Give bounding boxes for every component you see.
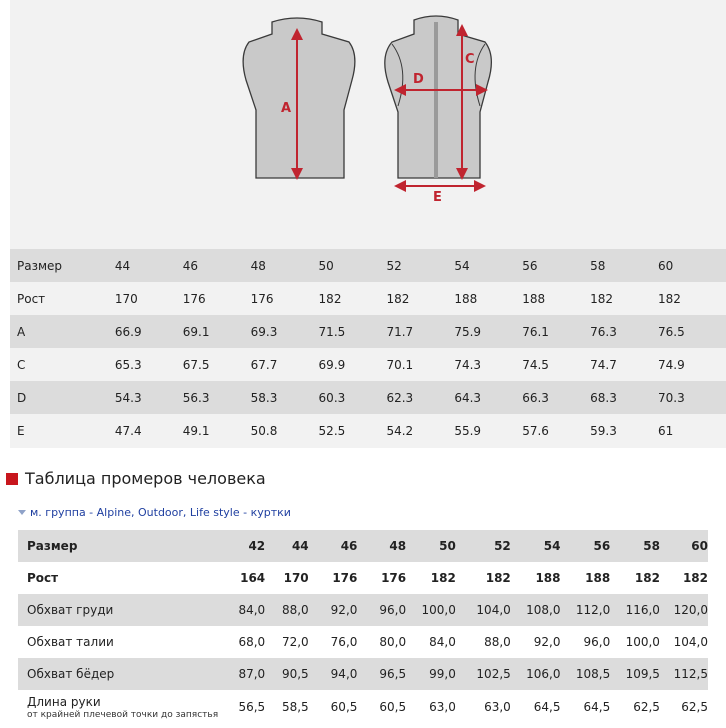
garment-table-cell: 52 [386,249,454,282]
garment-table-cell: 170 [115,282,183,315]
body-table-cell: 109,5 [610,658,660,690]
body-table-row [18,658,708,690]
garment-table-cell: 75.9 [454,315,522,348]
group-selector[interactable] [18,506,291,522]
garment-table-cell: 74.9 [658,348,726,381]
garment-table-cell: 182 [658,282,726,315]
garment-row-label: D [10,381,115,414]
garment-table-cell: 74.3 [454,348,522,381]
garment-table-cell: 76.1 [522,315,590,348]
label-a: A [281,101,292,116]
body-row-label-text: Размер [27,539,78,553]
body-row-label [18,658,220,690]
garment-table-cell: 74.5 [522,348,590,381]
body-table-cell: 176 [309,562,358,594]
body-row-label [18,562,220,594]
body-table-cell: 102,5 [456,658,511,690]
garment-table-cell: 59.3 [590,414,658,447]
body-table-cell: 108,0 [511,594,561,626]
label-e: E [433,190,442,205]
garment-table-cell: 76.3 [590,315,658,348]
body-table-cell: 108,5 [561,658,611,690]
group-label[interactable]: м. группа - Alpine, Outdoor, Life style - куртки [30,506,291,519]
garment-table-cell: 58.3 [251,381,319,414]
body-table-cell: 80,0 [357,626,406,658]
body-table-cell: 48 [357,530,406,562]
body-table-row [18,690,708,724]
body-table-cell: 54 [511,530,561,562]
body-table-cell: 100,0 [610,626,660,658]
body-row-label-text: Обхват груди [27,603,114,617]
body-table-cell: 120,0 [660,594,708,626]
garment-table-cell: 50.8 [251,414,319,447]
garment-table-cell: 54 [454,249,522,282]
body-table-row [18,562,708,594]
body-table-cell: 176 [357,562,406,594]
body-row-label [18,594,220,626]
garment-table-cell: 64.3 [454,381,522,414]
body-table-cell: 84,0 [220,594,265,626]
body-table-cell: 188 [511,562,561,594]
garment-table-cell: 182 [386,282,454,315]
garment-table-row [10,249,726,282]
garment-table-cell: 67.5 [183,348,251,381]
body-table-cell: 62,5 [660,690,708,724]
body-table-cell: 90,5 [265,658,309,690]
vest-drawing [10,0,726,248]
body-table-cell: 106,0 [511,658,561,690]
vest-diagram [10,0,726,248]
body-table-cell: 88,0 [265,594,309,626]
garment-table-cell: 188 [454,282,522,315]
body-table-row [18,530,708,562]
body-table-cell: 60 [660,530,708,562]
body-table-cell: 182 [610,562,660,594]
body-table-cell: 63,0 [406,690,456,724]
triangle-down-icon [18,510,26,515]
garment-size-block [10,0,726,448]
garment-table-cell: 70.1 [386,348,454,381]
garment-row-label: E [10,414,115,447]
label-d: D [413,72,424,87]
body-table-cell: 88,0 [456,626,511,658]
body-table-cell: 96,5 [357,658,406,690]
body-table-cell: 92,0 [309,594,358,626]
garment-table-cell: 54.3 [115,381,183,414]
body-row-label-text: Обхват бёдер [27,667,115,681]
garment-table-cell: 182 [590,282,658,315]
garment-table-cell: 69.9 [319,348,387,381]
body-table-cell: 63,0 [456,690,511,724]
garment-table-cell: 71.5 [319,315,387,348]
body-table-cell: 96,0 [561,626,611,658]
garment-row-label: Размер [10,249,115,282]
garment-table-cell: 62.3 [386,381,454,414]
garment-table-cell: 48 [251,249,319,282]
body-table-cell: 84,0 [406,626,456,658]
garment-table-row [10,315,726,348]
garment-row-label: Рост [10,282,115,315]
garment-table-cell: 69.3 [251,315,319,348]
body-table-cell: 76,0 [309,626,358,658]
body-table-cell: 60,5 [309,690,358,724]
garment-table-cell: 60 [658,249,726,282]
garment-table-row [10,282,726,315]
garment-table-cell: 176 [251,282,319,315]
body-table-cell: 188 [561,562,611,594]
garment-measurements-table [10,249,726,447]
garment-table-cell: 56.3 [183,381,251,414]
garment-table-cell: 76.5 [658,315,726,348]
garment-table-row [10,381,726,414]
garment-row-label: A [10,315,115,348]
garment-table-cell: 46 [183,249,251,282]
body-table-cell: 50 [406,530,456,562]
body-table-cell: 87,0 [220,658,265,690]
red-square-icon [6,473,18,485]
garment-table-row [10,414,726,447]
label-c: C [465,52,475,67]
garment-table-cell: 47.4 [115,414,183,447]
body-table-cell: 99,0 [406,658,456,690]
body-row-label [18,690,220,724]
vest-back-view [243,18,355,178]
body-table-cell: 100,0 [406,594,456,626]
body-table-cell: 58,5 [265,690,309,724]
garment-table-cell: 55.9 [454,414,522,447]
body-table-cell: 62,5 [610,690,660,724]
body-table-cell: 182 [660,562,708,594]
body-row-label-text: Длина руки [27,694,101,709]
garment-table-cell: 61 [658,414,726,447]
body-table-cell: 112,5 [660,658,708,690]
body-row-sublabel: от крайней плечевой точки до запястья [27,709,219,720]
body-table-cell: 164 [220,562,265,594]
garment-table-cell: 68.3 [590,381,658,414]
zipper [434,22,438,178]
body-table-row [18,626,708,658]
body-table-cell: 64,5 [511,690,561,724]
body-table-cell: 56,5 [220,690,265,724]
garment-table-cell: 52.5 [319,414,387,447]
body-row-label [18,626,220,658]
body-table-cell: 68,0 [220,626,265,658]
garment-table-cell: 54.2 [386,414,454,447]
body-row-label [18,530,220,562]
body-table-cell: 64,5 [561,690,611,724]
body-table-cell: 104,0 [660,626,708,658]
garment-table-cell: 65.3 [115,348,183,381]
body-table-cell: 94,0 [309,658,358,690]
body-measurements-title: Таблица промеров человека [0,467,726,491]
body-table-cell: 170 [265,562,309,594]
body-table-cell: 58 [610,530,660,562]
body-table-cell: 96,0 [357,594,406,626]
body-table-cell: 104,0 [456,594,511,626]
body-table-cell: 112,0 [561,594,611,626]
garment-table-cell: 66.3 [522,381,590,414]
body-row-label-text: Обхват талии [27,635,114,649]
garment-table-cell: 74.7 [590,348,658,381]
garment-table-cell: 71.7 [386,315,454,348]
garment-table-cell: 56 [522,249,590,282]
garment-table-cell: 58 [590,249,658,282]
garment-table-cell: 44 [115,249,183,282]
body-table-cell: 42 [220,530,265,562]
body-table-cell: 182 [406,562,456,594]
garment-table-cell: 70.3 [658,381,726,414]
garment-table-cell: 176 [183,282,251,315]
garment-table-cell: 57.6 [522,414,590,447]
garment-table-cell: 188 [522,282,590,315]
body-table-cell: 46 [309,530,358,562]
body-row-label-text: Рост [27,571,59,585]
body-table-cell: 44 [265,530,309,562]
garment-table-row [10,348,726,381]
body-table-cell: 56 [561,530,611,562]
garment-table-cell: 50 [319,249,387,282]
garment-table-cell: 49.1 [183,414,251,447]
body-measurements-table [18,530,708,724]
body-table-cell: 182 [456,562,511,594]
garment-row-label: C [10,348,115,381]
garment-table-cell: 67.7 [251,348,319,381]
body-table-cell: 52 [456,530,511,562]
body-table-cell: 116,0 [610,594,660,626]
garment-table-cell: 182 [319,282,387,315]
body-table-cell: 72,0 [265,626,309,658]
body-table-cell: 60,5 [357,690,406,724]
garment-table-cell: 60.3 [319,381,387,414]
garment-table-cell: 69.1 [183,315,251,348]
garment-table-cell: 66.9 [115,315,183,348]
body-table-cell: 92,0 [511,626,561,658]
body-table-row [18,594,708,626]
